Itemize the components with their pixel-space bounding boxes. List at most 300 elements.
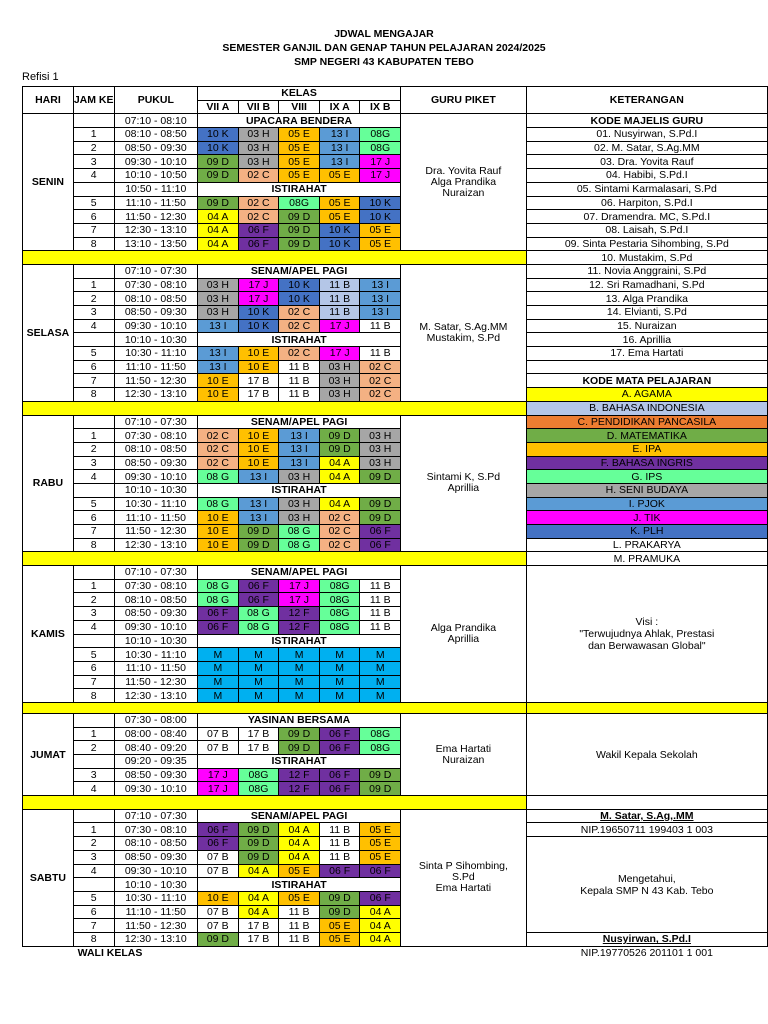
subject-cell: 11 B [279,905,320,919]
subject-cell: 05 E [360,850,401,864]
subject-cell: 17 J [319,347,360,361]
subject-cell: 06 F [198,823,239,837]
jam-ke: 5 [73,497,114,511]
class-header: IX A [319,100,360,114]
subject-cell: 09 D [198,932,239,946]
schedule-row [23,809,768,823]
schedule-row [23,456,768,470]
mengetahui-text: Mengetahui, Kepala SMP N 43 Kab. Tebo [526,837,767,933]
subject-cell: 12 F [279,782,320,796]
blank [279,946,320,959]
jam-ke: 6 [73,661,114,675]
col-jam-ke: JAM KE [73,87,114,114]
subject-cell: 06 F [238,579,279,593]
guru-piket: Sintami K, S.Pd Aprillia [401,415,527,552]
wakil-kepala-label: Wakil Kepala Sekolah [526,713,767,795]
event-label: ISTIRAHAT [198,483,401,497]
subject-cell: 11 B [360,579,401,593]
subject-cell: 09 D [198,155,239,169]
guru-piket: Dra. Yovita Rauf Alga Prandika Nuraizan [401,114,527,251]
subject-cell: 17 J [360,169,401,183]
day-separator [23,552,768,566]
keterangan-item: J. TIK [526,511,767,525]
subject-cell: 09 D [319,891,360,905]
subject-cell: 09 D [360,782,401,796]
keterangan-item: B. BAHASA INDONESIA [526,401,767,415]
subject-cell: 17 J [319,319,360,333]
subject-cell: 03 H [279,470,320,484]
subject-cell: M [279,689,320,703]
time-slot: 08:50 - 09:30 [114,456,198,470]
wakil-name: M. Satar, S.Ag,.MM [526,809,767,823]
col-guru-piket: GURU PIKET [401,87,527,114]
time-slot: 09:30 - 10:10 [114,155,198,169]
day-separator [23,251,768,265]
subject-cell: M [279,661,320,675]
time-slot: 07:30 - 08:00 [114,713,198,727]
subject-cell: M [238,675,279,689]
schedule-row [23,347,768,361]
subject-cell: 10 E [198,374,239,388]
jam-ke: 2 [73,141,114,155]
subject-cell: 09 D [360,511,401,525]
separator-bar [23,251,527,265]
time-slot: 10:10 - 10:50 [114,169,198,183]
keterangan-item: 15. Nuraizan [526,319,767,333]
time-slot: 07:30 - 08:10 [114,823,198,837]
col-keterangan: KETERANGAN [526,87,767,114]
keterangan-item: 06. Harpiton, S.Pd.I [526,196,767,210]
jam-ke: 3 [73,607,114,621]
subject-cell: 03 H [198,278,239,292]
jam-ke: 6 [73,360,114,374]
jam-ke: 7 [73,223,114,237]
separator-bar-right [526,702,767,713]
jam-ke: 7 [73,675,114,689]
subject-cell: 09 D [238,823,279,837]
time-slot: 07:30 - 08:10 [114,429,198,443]
schedule-row [23,182,768,196]
class-header: IX B [360,100,401,114]
subject-cell: 10 K [198,141,239,155]
schedule-row [23,713,768,727]
guru-piket: M. Satar, S.Ag.MM Mustakim, S.Pd [401,264,527,401]
subject-cell: 10 E [198,891,239,905]
time-slot: 09:20 - 09:35 [114,755,198,769]
keterangan-item: KODE MAJELIS GURU [526,114,767,128]
time-slot: 11:50 - 12:30 [114,525,198,539]
col-kelas: KELAS [198,87,401,101]
day-name: SABTU [23,809,74,946]
subject-cell: 12 F [279,620,320,634]
subject-cell: 10 E [198,511,239,525]
schedule-row [23,306,768,320]
jam-ke: 3 [73,306,114,320]
keterangan-item: G. IPS [526,470,767,484]
subject-cell: 06 F [319,741,360,755]
subject-cell: 06 F [319,768,360,782]
subject-cell: 03 H [198,292,239,306]
time-slot: 11:10 - 11:50 [114,196,198,210]
subject-cell: 10 K [360,210,401,224]
time-slot: 08:10 - 08:50 [114,292,198,306]
time-slot: 10:10 - 10:30 [114,878,198,892]
subject-cell: 02 C [279,347,320,361]
subject-cell: 07 B [198,727,239,741]
jam-ke: 6 [73,511,114,525]
schedule-row [23,511,768,525]
schedule-row [23,223,768,237]
subject-cell: M [360,648,401,662]
event-label: SENAM/APEL PAGI [198,264,401,278]
schedule-table [22,86,768,959]
header-row [23,87,768,101]
jam-ke: 5 [73,891,114,905]
subject-cell: M [319,661,360,675]
separator-bar [23,401,527,415]
title-line-2: SEMESTER GANJIL DAN GENAP TAHUN PELAJARAN 2024/2025 [222,42,546,54]
subject-cell: M [360,689,401,703]
subject-cell: 12 F [279,607,320,621]
jam-ke: 4 [73,620,114,634]
subject-cell: 08G [319,593,360,607]
subject-cell: 13 I [360,278,401,292]
jam-ke: 7 [73,919,114,933]
day-separator [23,702,768,713]
schedule-row [23,264,768,278]
keterangan-item: L. PRAKARYA [526,538,767,552]
subject-cell: 13 I [198,347,239,361]
schedule-row [23,237,768,251]
schedule-row [23,128,768,142]
subject-cell: 09 D [279,210,320,224]
subject-cell: 06 F [360,525,401,539]
keterangan-item: 14. Elvianti, S.Pd [526,306,767,320]
subject-cell: 08 G [198,579,239,593]
subject-cell: M [360,675,401,689]
time-slot: 08:50 - 09:30 [114,768,198,782]
jam-ke: 2 [73,292,114,306]
time-slot: 09:30 - 10:10 [114,470,198,484]
subject-cell: 08G [238,782,279,796]
schedule-row [23,470,768,484]
keterangan-item [526,360,767,374]
jam-ke: 1 [73,128,114,142]
subject-cell: 03 H [319,360,360,374]
jam-ke: 4 [73,169,114,183]
schedule-row [23,319,768,333]
jam-ke: 6 [73,905,114,919]
keterangan-item: 17. Ema Hartati [526,347,767,361]
subject-cell: 11 B [360,607,401,621]
subject-cell: 10 K [360,196,401,210]
subject-cell: 03 H [360,429,401,443]
jam-ke: 4 [73,470,114,484]
subject-cell: 03 H [279,511,320,525]
jam-ke: 1 [73,579,114,593]
jam-ke [73,415,114,429]
subject-cell: 03 H [279,497,320,511]
jam-ke: 8 [73,237,114,251]
subject-cell: 11 B [279,374,320,388]
schedule-row [23,278,768,292]
subject-cell: 02 C [279,319,320,333]
time-slot: 09:30 - 10:10 [114,620,198,634]
subject-cell: M [279,648,320,662]
event-label: UPACARA BENDERA [198,114,401,128]
separator-bar [23,702,527,713]
schedule-row [23,333,768,347]
time-slot: 07:10 - 07:30 [114,566,198,580]
time-slot: 08:10 - 08:50 [114,593,198,607]
keterangan-item: 10. Mustakim, S.Pd [526,251,767,265]
subject-cell: 04 A [360,905,401,919]
keterangan-item: K. PLH [526,525,767,539]
subject-cell: 09 D [360,470,401,484]
subject-cell: 03 H [238,128,279,142]
subject-cell: 02 C [319,538,360,552]
subject-cell: 10 E [198,538,239,552]
keterangan-item: 05. Sintami Karmalasari, S.Pd [526,182,767,196]
subject-cell: 04 A [360,932,401,946]
subject-cell: 13 I [360,306,401,320]
subject-cell: 04 A [319,470,360,484]
schedule-row [23,155,768,169]
time-slot: 11:50 - 12:30 [114,374,198,388]
separator-blank [526,796,767,810]
jam-ke [73,114,114,128]
day-separator [23,796,768,810]
subject-cell: 07 B [198,741,239,755]
jam-ke [73,809,114,823]
schedule-row [23,837,768,851]
visi-text: Visi : "Terwujudnya Ahlak, Prestasi dan Berwawasan Global" [526,566,767,703]
jam-ke: 6 [73,210,114,224]
jam-ke: 3 [73,155,114,169]
keterangan-item: M. PRAMUKA [526,552,767,566]
title-line-3: SMP NEGERI 43 KABUPATEN TEBO [294,56,474,68]
time-slot: 11:50 - 12:30 [114,919,198,933]
time-slot: 12:30 - 13:10 [114,388,198,402]
time-slot: 13:10 - 13:50 [114,237,198,251]
subject-cell: 13 I [238,497,279,511]
subject-cell: M [279,675,320,689]
time-slot: 07:10 - 07:30 [114,264,198,278]
subject-cell: 04 A [319,456,360,470]
jam-ke: 4 [73,864,114,878]
day-name: JUMAT [23,713,74,795]
subject-cell: 09 D [238,837,279,851]
subject-cell: 02 C [238,210,279,224]
schedule-row [23,114,768,128]
subject-cell: 05 E [360,837,401,851]
event-label: ISTIRAHAT [198,878,401,892]
schedule-row [23,292,768,306]
subject-cell: 17 B [238,932,279,946]
guru-piket: Sinta P Sihombing, S.Pd Ema Hartati [401,809,527,946]
jam-ke [73,264,114,278]
time-slot: 07:30 - 08:10 [114,278,198,292]
jam-ke: 1 [73,823,114,837]
class-header: VIII [279,100,320,114]
subject-cell: M [198,648,239,662]
subject-cell: 17 J [198,782,239,796]
subject-cell: M [360,661,401,675]
keterangan-item: 04. Habibi, S.Pd.I [526,169,767,183]
time-slot: 07:10 - 07:30 [114,415,198,429]
subject-cell: 02 C [360,374,401,388]
subject-cell: 02 C [198,429,239,443]
subject-cell: 11 B [360,347,401,361]
time-slot: 12:30 - 13:10 [114,538,198,552]
subject-cell: 11 B [360,319,401,333]
time-slot: 11:10 - 11:50 [114,511,198,525]
keterangan-item: 11. Novia Anggraini, S.Pd [526,264,767,278]
subject-cell: 06 F [360,538,401,552]
subject-cell: 04 A [279,837,320,851]
keterangan-item: C. PENDIDIKAN PANCASILA [526,415,767,429]
class-header: VII A [198,100,239,114]
time-slot: 10:50 - 11:10 [114,182,198,196]
jam-ke: 3 [73,850,114,864]
subject-cell: M [238,648,279,662]
subject-cell: 17 B [238,374,279,388]
subject-cell: M [319,648,360,662]
subject-cell: 02 C [360,388,401,402]
subject-cell: M [198,675,239,689]
subject-cell: 02 C [198,456,239,470]
subject-cell: 04 A [198,237,239,251]
subject-cell: 11 B [279,360,320,374]
schedule-row [23,932,768,946]
guru-piket: Alga Prandika Aprillia [401,566,527,703]
keterangan-item: 09. Sinta Pestaria Sihombing, S.Pd [526,237,767,251]
jam-ke: 2 [73,442,114,456]
subject-cell: M [238,689,279,703]
time-slot: 10:30 - 11:10 [114,497,198,511]
subject-cell: 13 I [238,511,279,525]
time-slot: 08:50 - 09:30 [114,306,198,320]
subject-cell: 08G [319,607,360,621]
subject-cell: 07 B [198,850,239,864]
jam-ke: 1 [73,278,114,292]
subject-cell: 11 B [319,837,360,851]
schedule-row [23,196,768,210]
keterangan-item: 08. Laisah, S.Pd.I [526,223,767,237]
subject-cell: 05 E [279,891,320,905]
subject-cell: 08G [360,727,401,741]
subject-cell: 07 B [198,864,239,878]
jam-ke: 3 [73,768,114,782]
time-slot: 11:10 - 11:50 [114,905,198,919]
jam-ke [73,713,114,727]
subject-cell: 04 A [279,823,320,837]
subject-cell: 10 E [198,525,239,539]
subject-cell: 13 I [360,292,401,306]
subject-cell: 13 I [279,442,320,456]
subject-cell: M [319,689,360,703]
jam-ke [73,182,114,196]
subject-cell: 09 D [360,768,401,782]
col-hari: HARI [23,87,74,114]
time-slot: 08:50 - 09:30 [114,607,198,621]
kepala-nip: NIP.19770526 201101 1 001 [580,946,713,959]
jam-ke: 5 [73,648,114,662]
schedule-row [23,483,768,497]
subject-cell: 05 E [360,823,401,837]
subject-cell: 10 K [198,128,239,142]
wali-kelas-label: WALI KELAS [77,946,143,959]
separator-bar [23,552,527,566]
subject-cell: 11 B [319,278,360,292]
subject-cell: 03 H [360,442,401,456]
subject-cell: 05 E [319,932,360,946]
subject-cell: 08 G [279,538,320,552]
time-slot: 09:30 - 10:10 [114,782,198,796]
day-name: RABU [23,415,74,552]
kepala-name: Nusyirwan, S.Pd.I [526,932,767,946]
subject-cell: 06 F [360,864,401,878]
jam-ke: 4 [73,782,114,796]
subject-cell: 05 E [360,223,401,237]
subject-cell: 06 F [198,620,239,634]
subject-cell: 10 K [238,319,279,333]
subject-cell: 06 F [319,727,360,741]
subject-cell: 06 F [238,593,279,607]
subject-cell: 10 E [238,456,279,470]
subject-cell: 17 J [238,292,279,306]
subject-cell: 10 K [319,237,360,251]
subject-cell: 05 E [279,141,320,155]
subject-cell: 06 F [198,607,239,621]
subject-cell: 09 D [279,727,320,741]
subject-cell: 17 B [238,388,279,402]
subject-cell: 02 C [360,360,401,374]
keterangan-item: H. SENI BUDAYA [526,483,767,497]
subject-cell: 10 E [238,360,279,374]
time-slot: 08:10 - 08:50 [114,442,198,456]
subject-cell: 10 E [238,442,279,456]
subject-cell: M [198,689,239,703]
subject-cell: 05 E [279,169,320,183]
keterangan-item: I. PJOK [526,497,767,511]
time-slot: 10:30 - 11:10 [114,347,198,361]
subject-cell: 11 B [360,620,401,634]
time-slot: 12:30 - 13:10 [114,223,198,237]
keterangan-item: 13. Alga Prandika [526,292,767,306]
schedule-row [23,141,768,155]
schedule-row [23,538,768,552]
event-label: ISTIRAHAT [198,333,401,347]
subject-cell: 04 A [238,864,279,878]
blank [401,946,527,959]
time-slot: 10:30 - 11:10 [114,648,198,662]
subject-cell: 10 K [319,223,360,237]
blank [319,946,360,959]
schedule-row [23,442,768,456]
wakil-nip: NIP.19650711 199403 1 003 [526,823,767,837]
time-slot: 08:10 - 08:50 [114,128,198,142]
subject-cell: 11 B [319,292,360,306]
subject-cell: 09 D [238,538,279,552]
subject-cell: 08 G [238,607,279,621]
time-slot: 08:40 - 09:20 [114,741,198,755]
subject-cell: 09 D [319,905,360,919]
event-label: YASINAN BERSAMA [198,713,401,727]
schedule-row [23,169,768,183]
subject-cell: 04 A [198,223,239,237]
subject-cell: 17 J [198,768,239,782]
